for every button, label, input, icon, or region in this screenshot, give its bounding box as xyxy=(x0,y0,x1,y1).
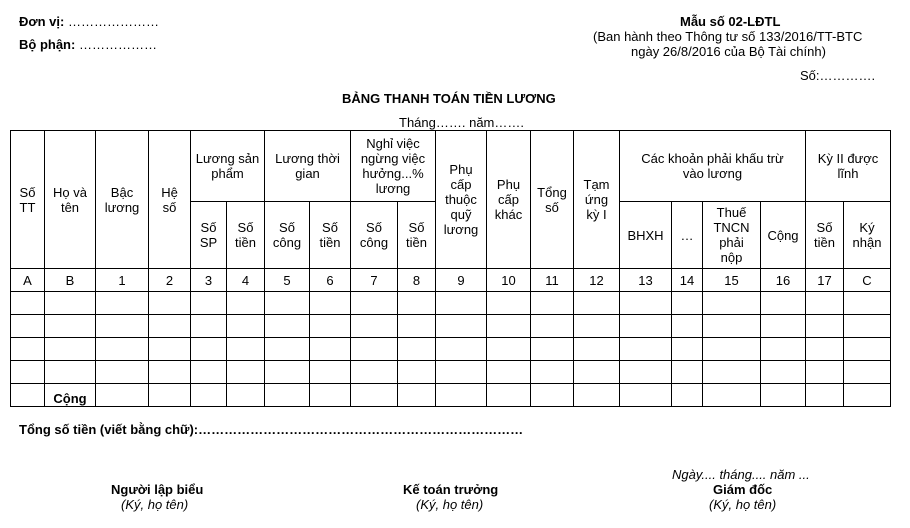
form-number: Mẫu số 02-LĐTL xyxy=(680,14,781,29)
code-cell: A xyxy=(11,269,45,292)
director-sign-note: (Ký, họ tên) xyxy=(709,497,777,512)
dept-value: ……………… xyxy=(78,37,157,52)
dept-label: Bộ phận: xyxy=(19,37,76,52)
header-so-tt: Số TT xyxy=(11,131,45,269)
code-cell: 2 xyxy=(149,269,191,292)
header-tam-ung: Tạm ứng kỳ I xyxy=(574,131,620,269)
code-cell: 4 xyxy=(227,269,265,292)
preparer-title: Người lập biểu xyxy=(111,482,204,497)
table-row xyxy=(11,338,891,361)
issued-line-2: ngày 26/8/2016 của Bộ Tài chính) xyxy=(631,44,826,59)
code-cell: 10 xyxy=(487,269,531,292)
page-title: BẢNG THANH TOÁN TIỀN LƯƠNG xyxy=(342,91,556,106)
table-row xyxy=(11,292,891,315)
sub-dots: … xyxy=(672,202,703,269)
header-he-so: Hệ số xyxy=(149,131,191,269)
sub-so-tien-tg: Số tiền xyxy=(310,202,351,269)
code-cell: 16 xyxy=(761,269,806,292)
unit-line xyxy=(19,14,159,29)
code-cell: C xyxy=(844,269,891,292)
header-phu-cap-khac: Phụ cấp khác xyxy=(487,131,531,269)
header-ky-ii: Kỳ II được lĩnh xyxy=(806,131,891,202)
table-row xyxy=(11,361,891,384)
period-line: Tháng……. năm……. xyxy=(399,115,524,130)
header-bac-luong: Bậc lương xyxy=(96,131,149,269)
code-cell: 11 xyxy=(531,269,574,292)
code-cell: 17 xyxy=(806,269,844,292)
sub-ky-nhan: Ký nhận xyxy=(844,202,891,269)
header-phu-cap-quy-luong: Phụ cấp thuộc quỹ lương xyxy=(436,131,487,269)
sub-so-cong-tg: Số công xyxy=(265,202,310,269)
sub-so-tien-sp: Số tiền xyxy=(227,202,265,269)
sub-thue-tncn: Thuế TNCN phải nộp xyxy=(703,202,761,269)
total-row xyxy=(11,384,891,407)
code-cell: 15 xyxy=(703,269,761,292)
sub-so-tien-nghi: Số tiền xyxy=(398,202,436,269)
date-line: Ngày.... tháng.... năm ... xyxy=(672,467,810,482)
code-cell: 6 xyxy=(310,269,351,292)
sub-bhxh: BHXH xyxy=(620,202,672,269)
issued-line-1: (Ban hành theo Thông tư số 133/2016/TT-BTC xyxy=(593,29,863,44)
dept-line xyxy=(19,37,157,52)
code-cell: 3 xyxy=(191,269,227,292)
total-in-words: Tổng số tiền (viết bằng chữ):………………………………………………………………… xyxy=(19,422,524,437)
preparer-sign-note: (Ký, họ tên) xyxy=(121,497,189,512)
sub-cong: Cộng xyxy=(761,202,806,269)
director-title: Giám đốc xyxy=(713,482,773,497)
payroll-table xyxy=(10,130,891,407)
table-row xyxy=(11,315,891,338)
code-cell: 13 xyxy=(620,269,672,292)
accountant-title: Kế toán trưởng xyxy=(403,482,499,497)
sub-so-cong-nghi: Số công xyxy=(351,202,398,269)
header-luong-thoi-gian: Lương thời gian xyxy=(265,131,351,202)
code-cell: B xyxy=(45,269,96,292)
sub-so-sp: Số SP xyxy=(191,202,227,269)
sub-so-tien-ky-ii: Số tiền xyxy=(806,202,844,269)
unit-value: ………………… xyxy=(67,14,159,29)
document-number: Số:…………. xyxy=(800,68,876,83)
header-nghi-viec: Nghỉ việc ngừng việc hưởng...% lương xyxy=(351,131,436,202)
total-label: Cộng xyxy=(45,384,96,407)
code-cell: 14 xyxy=(672,269,703,292)
header-ho-ten: Họ và tên xyxy=(45,131,96,269)
header-luong-san-pham: Lương sản phẩm xyxy=(191,131,265,202)
code-row xyxy=(11,269,891,292)
code-cell: 7 xyxy=(351,269,398,292)
header-tong-so: Tổng số xyxy=(531,131,574,269)
unit-label: Đơn vị: xyxy=(19,14,65,29)
code-cell: 8 xyxy=(398,269,436,292)
code-cell: 1 xyxy=(96,269,149,292)
accountant-sign-note: (Ký, họ tên) xyxy=(416,497,484,512)
code-cell: 5 xyxy=(265,269,310,292)
header-khau-tru: Các khoản phải khấu trừ vào lương xyxy=(620,131,806,202)
code-cell: 9 xyxy=(436,269,487,292)
code-cell: 12 xyxy=(574,269,620,292)
